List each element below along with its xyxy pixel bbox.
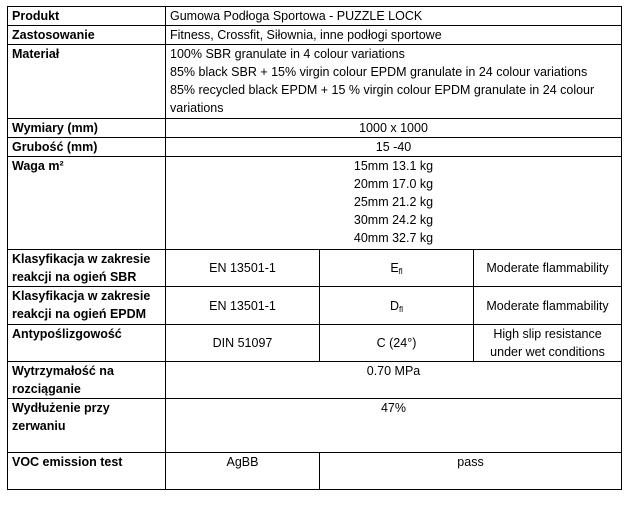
row-voc <box>8 453 622 490</box>
wymiary-value: 1000 x 1000 <box>166 119 622 138</box>
antypo-value: C (24°) <box>320 325 474 362</box>
epdm-class <box>320 287 474 325</box>
waga-line: 30mm 24.2 kg <box>353 213 434 227</box>
material-label: Materiał <box>8 45 166 119</box>
wytrzymalosc-label: Wytrzymałość na rozciąganie <box>8 362 166 399</box>
material-line: 85% black SBR + 15% virgin colour EPDM granulate in 24 colour variations <box>170 65 588 79</box>
sbr-standard: EN 13501-1 <box>166 250 320 287</box>
row-material <box>8 45 622 119</box>
wymiary-label: Wymiary (mm) <box>8 119 166 138</box>
voc-label: VOC emission test <box>8 453 166 490</box>
epdm-standard: EN 13501-1 <box>166 287 320 325</box>
voc-standard: AgBB <box>166 453 320 490</box>
epdm-class-main: D <box>389 298 400 313</box>
row-produkt <box>8 7 622 26</box>
waga-label: Waga m² <box>8 157 166 250</box>
row-wytrzymalosc <box>8 362 622 399</box>
spec-table <box>7 6 622 490</box>
material-line: 100% SBR granulate in 4 colour variations <box>170 47 405 61</box>
epdm-note: Moderate flammability <box>474 287 622 325</box>
grubosc-label: Grubość (mm) <box>8 138 166 157</box>
wydluzenie-value: 47% <box>166 399 622 453</box>
sbr-note: Moderate flammability <box>474 250 622 287</box>
waga-line: 15mm 13.1 kg <box>353 159 434 173</box>
waga-line: 25mm 21.2 kg <box>353 195 434 209</box>
row-wydluzenie <box>8 399 622 453</box>
waga-line: 20mm 17.0 kg <box>353 177 434 191</box>
sbr-class <box>320 250 474 287</box>
produkt-value: Gumowa Podłoga Sportowa - PUZZLE LOCK <box>166 7 622 26</box>
sbr-class-sub: fl <box>398 267 403 276</box>
row-wymiary <box>8 119 622 138</box>
row-klasyfikacja-epdm <box>8 287 622 325</box>
waga-value <box>166 157 622 250</box>
wydluzenie-label: Wydłużenie przy zerwaniu <box>8 399 166 453</box>
row-klasyfikacja-sbr <box>8 250 622 287</box>
produkt-label: Produkt <box>8 7 166 26</box>
epdm-class-sub: fl <box>399 304 404 314</box>
antypo-standard: DIN 51097 <box>166 325 320 362</box>
row-waga <box>8 157 622 250</box>
material-line: 85% recycled black EPDM + 15 % virgin colour EPDM granulate in 24 colour variations <box>170 83 595 115</box>
waga-line: 40mm 32.7 kg <box>353 231 434 245</box>
wytrzymalosc-value: 0.70 MPa <box>166 362 622 399</box>
grubosc-value: 15 -40 <box>166 138 622 157</box>
row-zastosowanie <box>8 26 622 45</box>
antypo-label: Antypoślizgowość <box>8 325 166 362</box>
antypo-note: High slip resistance under wet conditions <box>474 325 622 362</box>
zastosowanie-label: Zastosowanie <box>8 26 166 45</box>
sbr-label: Klasyfikacja w zakresie reakcji na ogień SBR <box>8 250 166 287</box>
material-value <box>166 45 622 119</box>
sbr-class-main: E <box>390 261 399 275</box>
epdm-label: Klasyfikacja w zakresie reakcji na ogień EPDM <box>8 287 166 325</box>
voc-value: pass <box>320 453 622 490</box>
row-antyposlizgowosc <box>8 325 622 362</box>
zastosowanie-value: Fitness, Crossfit, Siłownia, inne podłogi sportowe <box>166 26 622 45</box>
row-grubosc <box>8 138 622 157</box>
